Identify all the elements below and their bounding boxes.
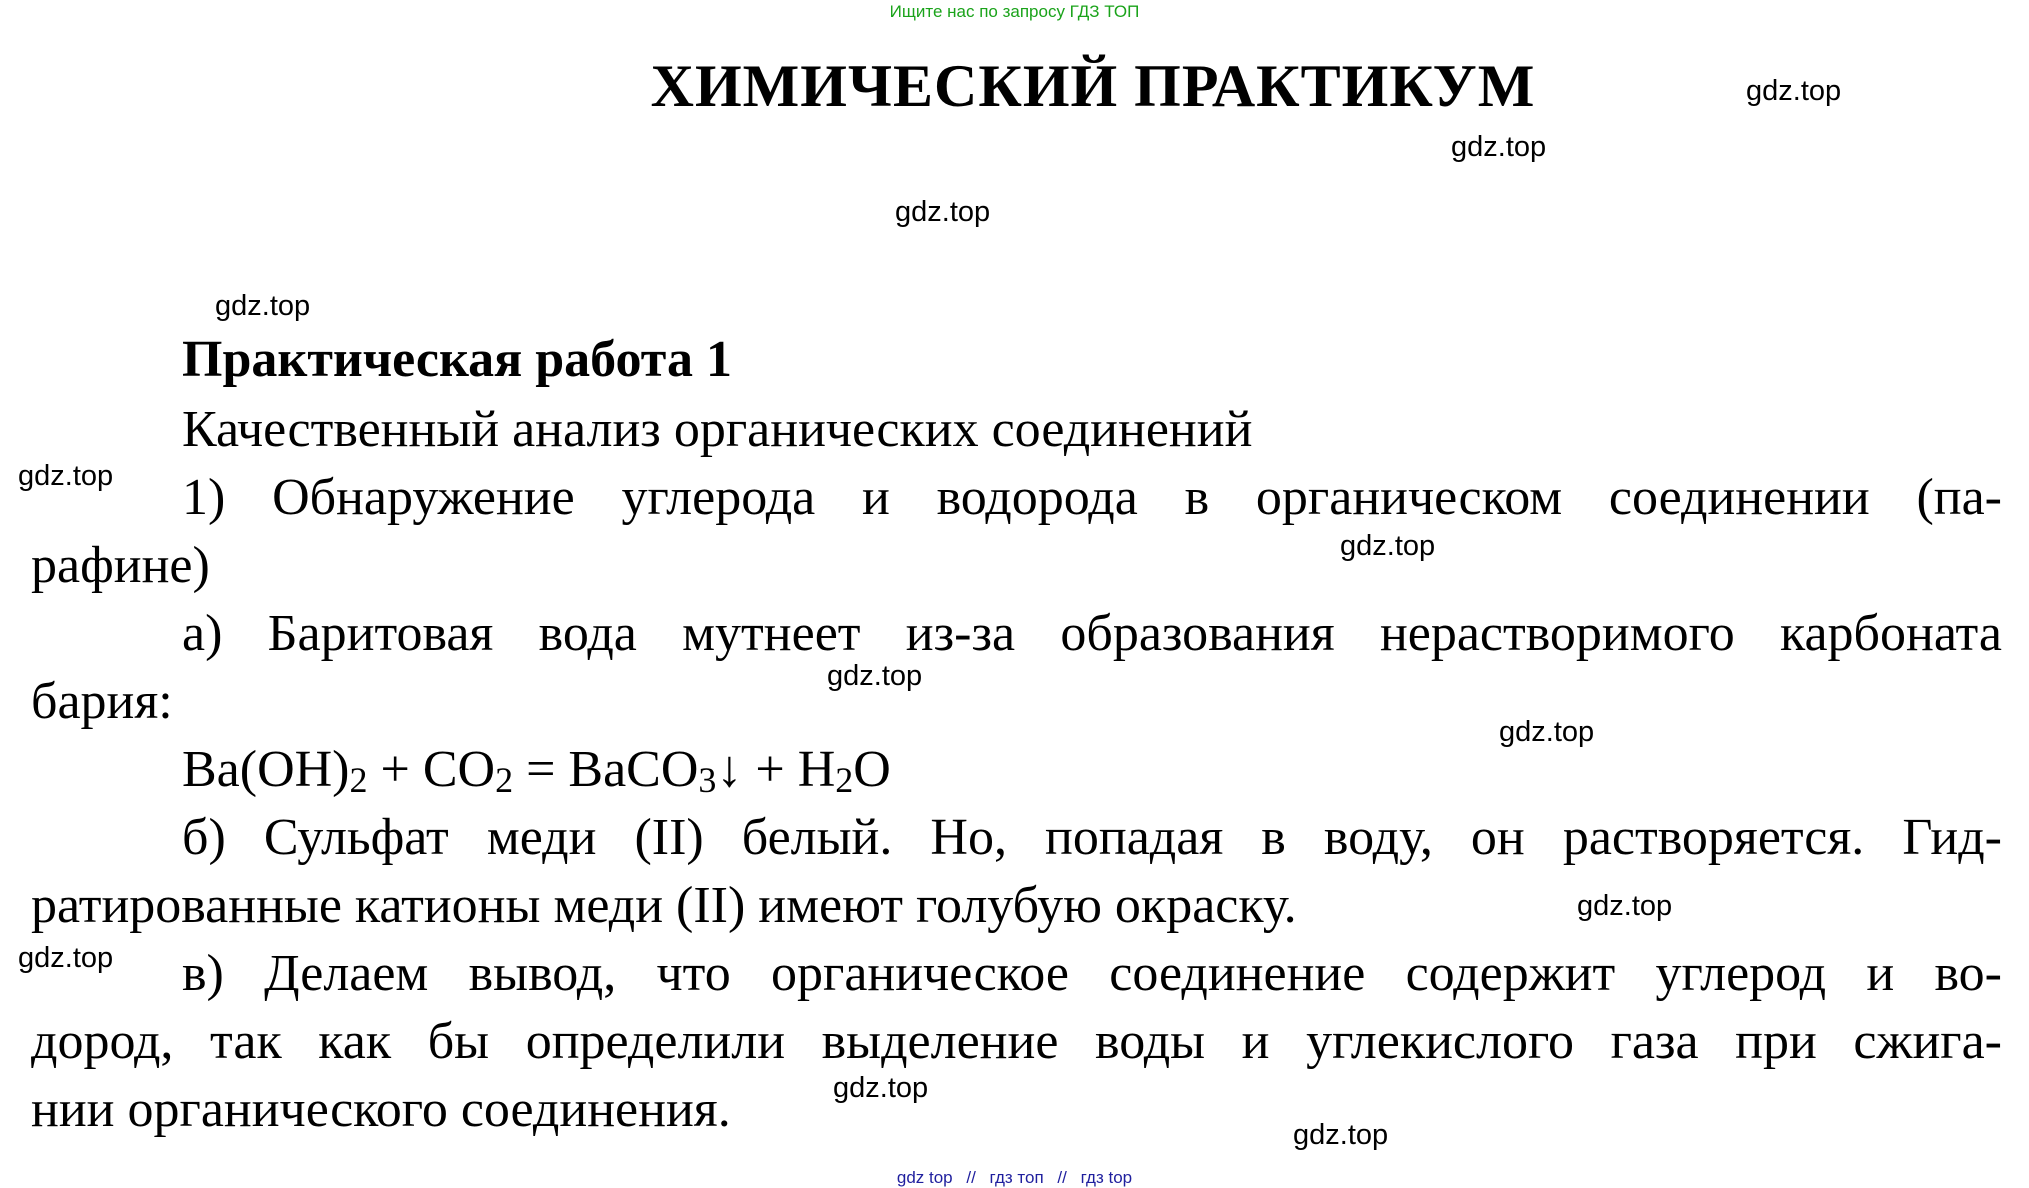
watermark: gdz.top [1340, 530, 1436, 562]
paragraph-line: бария: [31, 673, 173, 730]
page-title: ХИМИЧЕСКИЙ ПРАКТИКУМ [650, 53, 1536, 119]
formula-part: + CO [367, 741, 496, 798]
footer-links [0, 1168, 2029, 1188]
paragraph-line: а) Баритовая вода мутнеет из-за образования нерастворимого карбоната [182, 605, 2002, 662]
work-subtitle: Качественный анализ органических соединений [182, 401, 1253, 458]
footer-link[interactable]: гдз топ [989, 1168, 1044, 1187]
watermark: gdz.top [18, 942, 114, 974]
footer-separator: // [966, 1168, 976, 1187]
footer-separator: // [1057, 1168, 1067, 1187]
formula-part: Ba(OH) [182, 741, 350, 798]
formula-part: O [853, 741, 891, 798]
top-banner: Ищите нас по запросу ГДЗ ТОП [889, 2, 1140, 21]
watermark: gdz.top [827, 660, 923, 692]
paragraph-line: 1) Обнаружение углерода и водорода в органическом соединении (па- [182, 469, 2002, 526]
paragraph-line: б) Сульфат меди (II) белый. Но, попадая в воду, он растворяется. Гид- [182, 809, 2002, 866]
paragraph-line: нии органического соединения. [31, 1081, 731, 1138]
formula-part: = BaCO [513, 741, 699, 798]
watermark: gdz.top [1746, 75, 1842, 107]
watermark: gdz.top [1451, 131, 1547, 163]
footer-link[interactable]: gdz top [896, 1168, 953, 1187]
work-heading: Практическая работа 1 [182, 331, 732, 388]
formula-subscript: 2 [835, 760, 854, 800]
formula-subscript: 3 [698, 760, 717, 800]
watermark: gdz.top [1293, 1119, 1389, 1151]
watermark: gdz.top [18, 460, 114, 492]
watermark: gdz.top [1577, 890, 1673, 922]
watermark: gdz.top [895, 196, 991, 228]
footer-link[interactable]: гдз top [1080, 1168, 1133, 1187]
formula-subscript: 2 [349, 760, 368, 800]
watermark: gdz.top [215, 290, 311, 322]
chemical-equation [182, 740, 891, 799]
watermark: gdz.top [833, 1072, 929, 1104]
paragraph-line: в) Делаем вывод, что органическое соединение содержит углерод и во- [182, 945, 2002, 1002]
paragraph-line: ратированные катионы меди (II) имеют голубую окраску. [31, 877, 1297, 934]
watermark: gdz.top [1499, 716, 1595, 748]
paragraph-line: дород, так как бы определили выделение воды и углекислого газа при сжига- [31, 1013, 2002, 1070]
formula-subscript: 2 [495, 760, 514, 800]
formula-part: ↓ + H [716, 741, 836, 798]
paragraph-line: рафине) [31, 537, 210, 594]
